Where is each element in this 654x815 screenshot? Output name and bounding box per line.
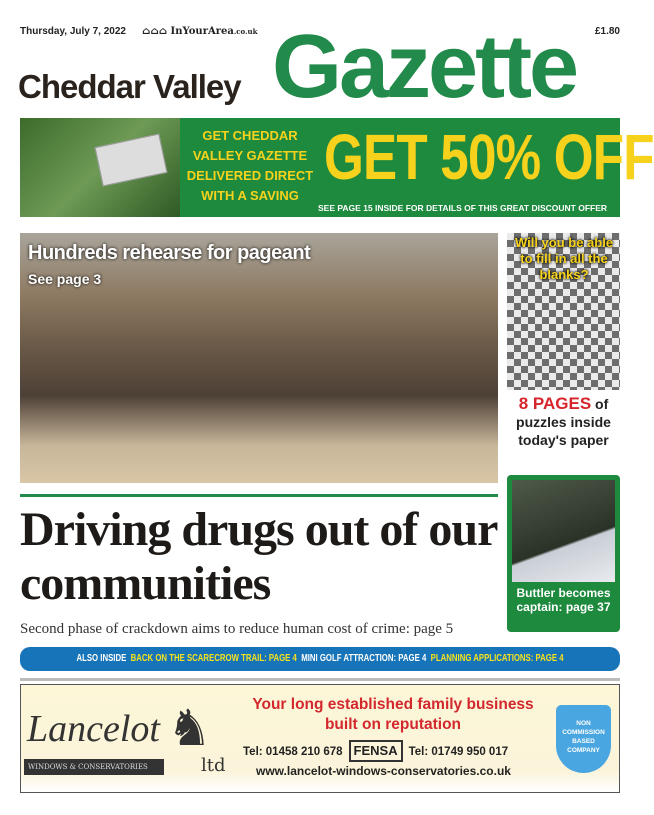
also-inside-item[interactable]: PLANNING APPLICATIONS: PAGE 4 (430, 653, 564, 664)
home-icon: ⌂⌂⌂ (142, 26, 168, 37)
ad-brand-sub: WINDOWS & CONSERVATORIES (24, 759, 164, 775)
puzzles-promo (507, 395, 620, 449)
issue-date: Thursday, July 7, 2022 (20, 26, 126, 37)
divider (20, 494, 498, 497)
inyourarea-logo[interactable] (142, 26, 257, 37)
promo-details: SEE PAGE 15 INSIDE FOR DETAILS OF THIS GREAT DISCOUNT OFFER (318, 203, 608, 213)
sport-text: Buttler becomes captain: page 37 (516, 586, 611, 614)
fensa-logo: FENSA (349, 740, 403, 762)
cricketer-photo (512, 480, 615, 582)
ad-ltd: ltd (201, 755, 226, 776)
letterbox-image (20, 118, 180, 217)
subscription-promo[interactable] (20, 118, 654, 217)
ad-brand: Lancelot (27, 708, 160, 750)
ad-tel-2: Tel: 01749 950 017 (408, 746, 509, 758)
promo-text: GET CHEDDAR VALLEY GAZETTE DELIVERED DIRECT WITH A SAVING (186, 128, 314, 203)
also-inside-label: ALSO INSIDE (76, 653, 127, 664)
shield-badge: NON COMMISSION BASED COMPANY (556, 705, 611, 773)
promo-offer: GET 50% OFF (324, 121, 654, 193)
also-inside-item[interactable]: BACK ON THE SCARECROW TRAIL: PAGE 4 (130, 653, 297, 664)
knight-icon: ♞ (167, 700, 212, 756)
also-inside-bar (20, 647, 620, 671)
puzzle-text: of puzzles inside today's paper (516, 396, 611, 448)
ad-url[interactable]: www.lancelot-windows-conservatories.co.uk (256, 764, 511, 778)
masthead-title: Gazette (272, 17, 577, 117)
newspaper-icon (95, 134, 168, 187)
partner-suffix: .co.uk (233, 27, 258, 36)
ad-phones (243, 740, 508, 762)
crossword-image[interactable] (507, 233, 620, 390)
puzzle-tease: Will you be able to fill in all the blanks? (514, 235, 614, 282)
ad-tel-1: Tel: 01458 210 678 (243, 746, 343, 758)
photo-page-ref: See page 3 (28, 271, 102, 287)
partner-name: InYourArea (170, 26, 234, 37)
masthead-prefix: Cheddar Valley (18, 68, 241, 105)
photo-headline: Hundreds rehearse for pageant (28, 242, 311, 264)
ad-slogan: Your long established family business built on reputation (252, 696, 534, 733)
lancelot-advert[interactable] (20, 684, 620, 793)
sport-teaser[interactable] (507, 475, 620, 632)
also-inside-item[interactable]: MINI GOLF ATTRACTION: PAGE 4 (301, 653, 427, 664)
pageant-photo[interactable] (20, 233, 498, 483)
lead-subhead: Second phase of crackdown aims to reduce human cost of crime: page 5 (20, 621, 454, 637)
divider (20, 678, 620, 681)
lead-headline[interactable]: Driving drugs out of our communities (20, 503, 497, 610)
price: £1.80 (594, 26, 620, 37)
puzzle-count: 8 PAGES (518, 394, 592, 413)
also-inside-content (76, 647, 563, 671)
